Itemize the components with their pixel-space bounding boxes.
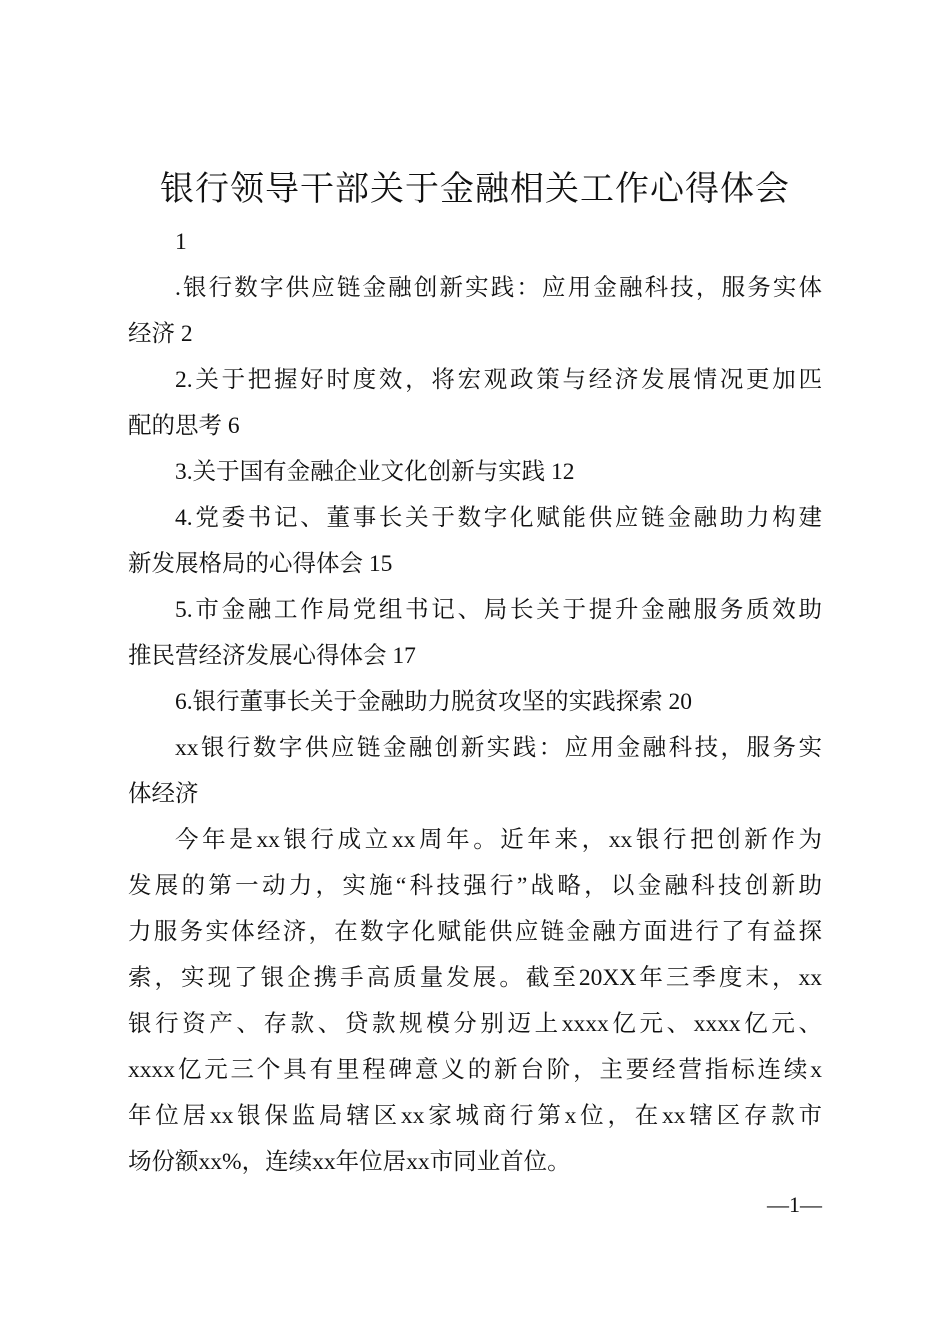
toc-entry-line: 新发展格局的心得体会 15 [128,551,393,577]
toc-entry-line: 经济 2 [128,321,193,347]
toc-entry-line: 2.关于把握好时度效，将宏观政策与经济发展情况更加匹 [175,367,822,393]
page-number-footer: —1— [767,1192,822,1217]
heading-line: 体经济 [128,781,199,807]
paragraph-line: 索，实现了银企携手高质量发展。截至20XX年三季度末，xx [128,965,822,991]
toc-entry-line: 5.市金融工作局党组书记、局长关于提升金融服务质效助 [175,597,822,623]
body-paragraph [128,817,822,1185]
toc-entry-line: 配的思考 6 [128,413,240,439]
toc-entry-4 [128,495,822,587]
toc-entry-3 [128,449,822,495]
document-title: 银行领导干部关于金融相关工作心得体会 [160,171,790,208]
toc-entry-line: .银行数字供应链金融创新实践：应用金融科技，服务实体 [175,275,822,301]
paragraph-line: 银行资产、存款、贷款规模分别迈上xxxx亿元、xxxx亿元、 [128,1011,822,1037]
toc-entry-line: 4.党委书记、董事长关于数字化赋能供应链金融助力构建 [175,505,822,531]
toc-entry-line: 6.银行董事长关于金融助力脱贫攻坚的实践探索 20 [175,689,692,715]
toc-entry-line: 推民营经济发展心得体会 17 [128,643,416,669]
paragraph-line: 场份额xx%，连续xx年位居xx市同业首位。 [128,1149,571,1175]
toc-entry-5 [128,587,822,679]
paragraph-line: 发展的第一动力，实施“科技强行”战略，以金融科技创新助 [128,873,822,899]
section-heading [128,725,822,817]
paragraph-line: 力服务实体经济，在数字化赋能供应链金融方面进行了有益探 [128,919,822,945]
toc-entry-6 [128,679,822,725]
heading-line: xx银行数字供应链金融创新实践：应用金融科技，服务实 [175,735,822,761]
document-body [128,219,822,1185]
paragraph-line: xxxx亿元三个具有里程碑意义的新台阶，主要经营指标连续x [128,1057,822,1083]
toc-page-number: 1 [175,229,187,255]
toc-entry-line: 3.关于国有金融企业文化创新与实践 12 [175,459,575,485]
toc-entry-2 [128,357,822,449]
paragraph-line: 今年是xx银行成立xx周年。近年来，xx银行把创新作为 [175,827,822,853]
toc-entry-1 [128,265,822,357]
paragraph-line: 年位居xx银保监局辖区xx家城商行第x位，在xx辖区存款市 [128,1103,822,1129]
